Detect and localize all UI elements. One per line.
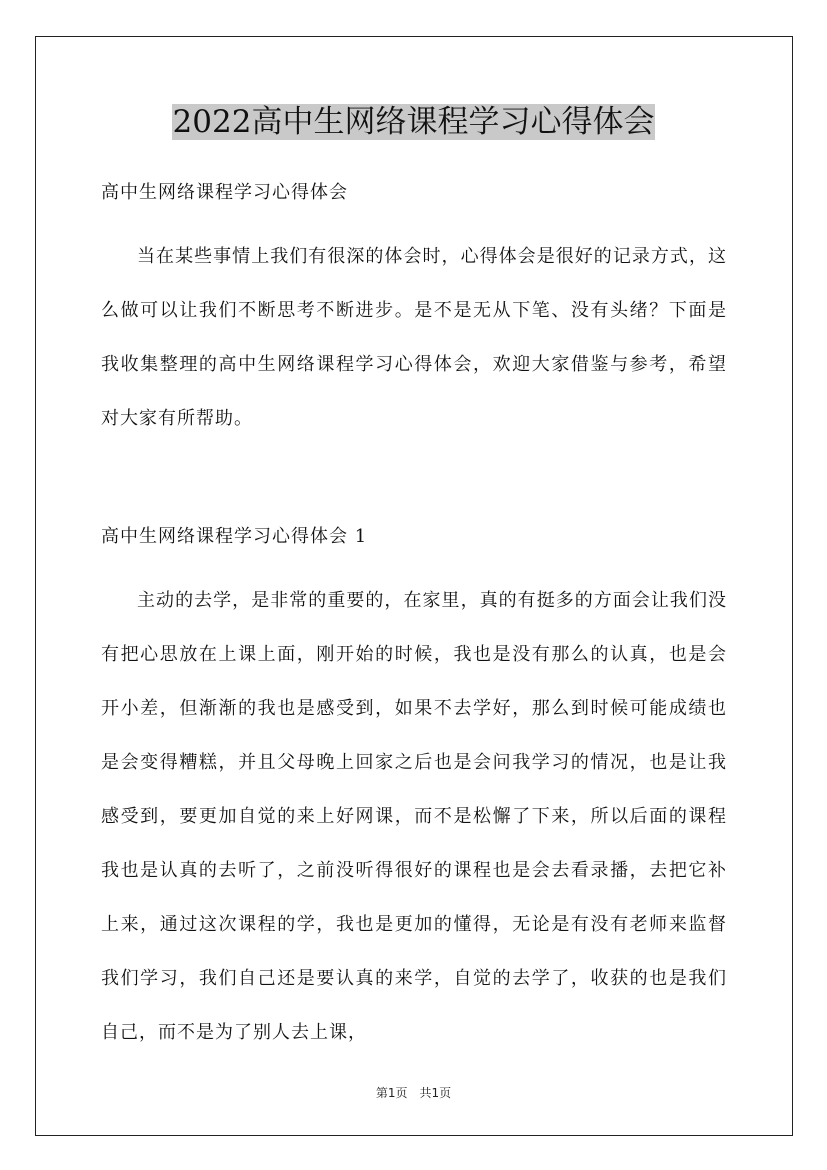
section-heading-1: 高中生网络课程学习心得体会 1 (101, 526, 368, 547)
page-number: 第1页 (375, 1086, 408, 1100)
page-total: 共1页 (419, 1086, 452, 1100)
document-title-text: 2022高中生网络课程学习心得体会 (172, 104, 655, 140)
intro-paragraph: 当在某些事情上我们有很深的体会时，心得体会是很好的记录方式，这么做可以让我们不断思考不断进步。是不是无从下笔、没有头绪？下面是我收集整理的高中生网络课程学习心得体会，欢迎大家借鉴与参考，希望对大家有所帮助。 (101, 246, 727, 429)
section-heading-intro: 高中生网络课程学习心得体会 (101, 182, 348, 203)
document-title (0, 100, 827, 144)
document-body (101, 176, 727, 1060)
page-footer (0, 1084, 827, 1101)
body-paragraph: 主动的去学，是非常的重要的，在家里，真的有挺多的方面会让我们没有把心思放在上课上面，刚开始的时候，我也是没有那么的认真，也是会开小差，但渐渐的我也是感受到，如果不去学好，那么到时候可能成绩也是会变得糟糕，并且父母晚上回家之后也是会问我学习的情况，也是让我感受到，要更加自觉的来上好网课，而不是松懈了下来，所以后面的课程我也是认真的去听了，之前没听得很好的课程也是会去看录播，去把它补上来，通过这次课程的学，我也是更加的懂得，无论是有没有老师来监督我们学习，我们自己还是要认真的来学，自觉的去学了，收获的也是我们自己，而不是为了别人去上课， (101, 590, 727, 1043)
